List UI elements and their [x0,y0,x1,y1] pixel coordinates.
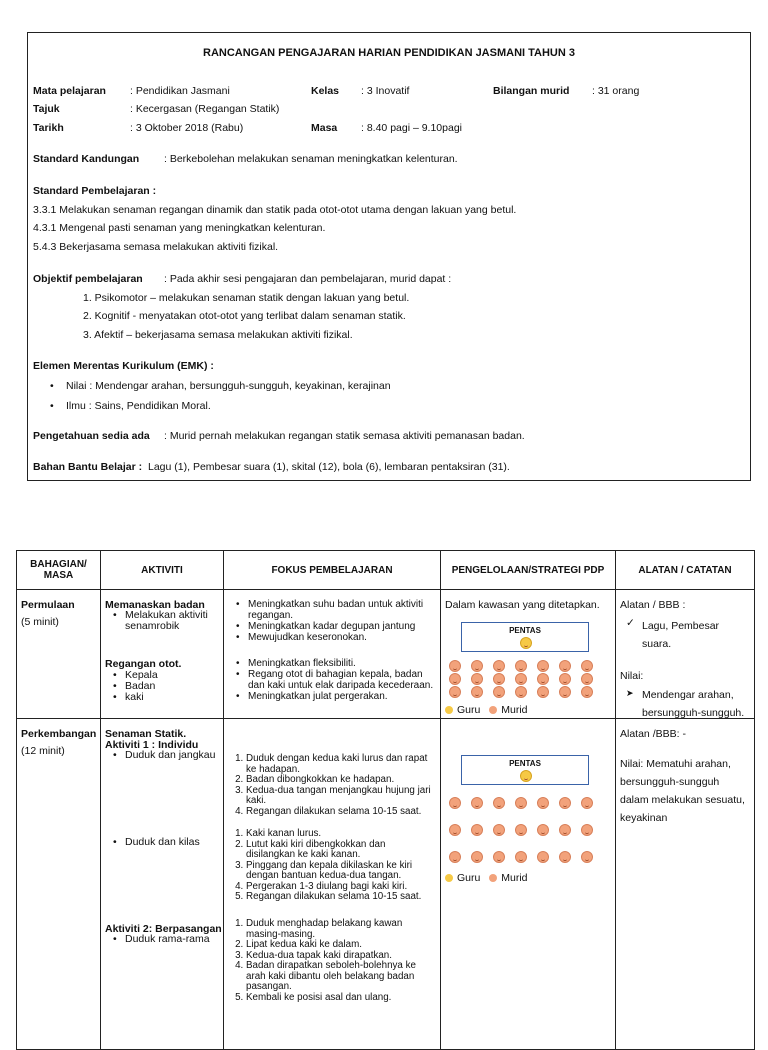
student-icon [493,851,505,863]
teacher-legend-icon [445,706,453,714]
stage-box [461,755,589,785]
stage-box [461,622,589,652]
bilangan-value: : 31 orang [592,85,640,97]
pengetahuan-label: Pengetahuan sedia ada [33,430,150,442]
steps-list [224,754,436,817]
student-icon [515,660,527,672]
mata-value: : Pendidikan Jasmani [130,85,230,97]
student-icon [449,660,461,672]
pengetahuan-value: : Murid pernah melakukan regangan statik semasa aktiviti pemanasan badan. [164,430,525,442]
student-icon [581,851,593,863]
list-item: • Kepala [115,670,158,681]
list-item: • Duduk dan jangkau [115,750,216,761]
list-item: • Meningkatkan fleksibiliti. [238,658,438,669]
standard-pembelajaran-item: 3.3.1 Melakukan senaman regangan dinamik dan statik pada otot-otot utama dengan lakuan yang betul. [33,204,517,216]
header-alatan: ALATAN / CATATAN [616,551,755,590]
list-item: • Melakukan aktiviti senamrobik [115,610,233,632]
student-icon [471,660,483,672]
aktiviti-list [101,934,210,945]
student-icon [559,797,571,809]
student-legend-icon [489,706,497,714]
student-icon [537,797,549,809]
stage-label: PENTAS [509,759,541,768]
student-icon [493,797,505,809]
student-icon [537,673,549,685]
list-item: 4. Pergerakan 1-3 diulang bagi kaki kiri. [246,882,436,893]
emk-bullet: • [50,380,54,392]
formation-diagram [441,590,615,718]
list-item: • Badan [115,681,158,692]
aktiviti-list [101,610,233,632]
masa-label: (5 minit) [21,616,59,628]
list-item: 1. Kaki kanan lurus. [246,829,436,840]
student-icon [449,686,461,698]
student-icon [537,851,549,863]
nilai-text: Nilai: Mematuhi arahan, bersungguh-sungguh dalam melakukan sesuatu, keyakinan [620,758,745,824]
emk-bullet: • [50,400,54,412]
student-icon [471,824,483,836]
student-icon [493,686,505,698]
legend-murid: Murid [501,704,528,716]
standard-kandungan-value: : Berkebolehan melakukan senaman meningkatkan kelenturan. [164,153,458,165]
list-item: 3. Kedua-dua tangan menjangkau hujung jari kaki. [246,786,436,807]
lesson-plan-header [27,32,751,481]
arrow-bullet-icon: ➤ [626,688,634,698]
student-icon [559,824,571,836]
list-item: 4. Regangan dilakukan selama 10-15 saat. [246,807,436,818]
tajuk-value: : Kecergasan (Regangan Statik) [130,103,280,115]
teacher-legend-icon [445,874,453,882]
steps-list [224,919,436,1003]
list-item: 3. Kedua-dua tapak kaki dirapatkan. [246,951,436,962]
legend [445,872,528,884]
lesson-activity-table [16,550,755,1050]
alatan-label: Alatan / BBB : [620,599,686,611]
table-row [17,590,755,719]
masa-label: (12 minit) [21,745,65,757]
aktiviti-list [101,670,158,703]
bahagian-label: Permulaan [21,599,75,611]
kelas-label: Kelas [311,85,340,97]
list-item: 5. Regangan dilakukan selama 10-15 saat. [246,892,436,903]
student-icon [515,673,527,685]
bahagian-label: Perkembangan [21,728,97,740]
masa-label: Masa [311,122,338,134]
aktiviti-title: Senaman Statik. [105,728,187,740]
student-icon [493,824,505,836]
bahan-value: Lagu (1), Pembesar suara (1), skital (12), bola (6), lembaran pentaksiran (31). [148,461,510,473]
objektif-item: 1. Psikomotor – melakukan senaman statik dengan lakuan yang betul. [83,292,410,304]
document-title: RANCANGAN PENGAJARAN HARIAN PENDIDIKAN JASMANI TAHUN 3 [203,47,575,59]
list-item: 5. Kembali ke posisi asal dan ulang. [246,993,436,1004]
student-icon [581,686,593,698]
student-icon [449,673,461,685]
student-icon [537,824,549,836]
student-icon [493,673,505,685]
bahan-label: Bahan Bantu Belajar : [33,461,143,473]
nilai-item: Mendengar arahan, bersungguh-sungguh. [642,689,745,719]
emk-item: Ilmu : Sains, Pendidikan Moral. [66,400,211,412]
list-item: • Meningkatkan kadar degupan jantung [238,621,438,632]
aktiviti-title: Aktiviti 2: Berpasangan [105,923,222,935]
list-item: • kaki [115,692,158,703]
list-item: • Meningkatkan suhu badan untuk aktiviti regangan. [238,599,438,621]
legend-murid: Murid [501,872,528,884]
nilai-label: Nilai: [620,670,644,682]
bilangan-label: Bilangan murid [493,85,570,97]
list-item: 1. Duduk dengan kedua kaki lurus dan rapat ke hadapan. [246,754,436,775]
student-icon [449,797,461,809]
formation-diagram [441,719,615,1049]
objektif-item: 3. Afektif – bekerjasama semasa melakukan aktiviti fizikal. [83,329,353,341]
aktiviti-list [101,837,200,848]
aktiviti-title: Aktiviti 1 : Individu [105,739,199,751]
list-item: 1. Duduk menghadap belakang kawan masing-masing. [246,919,436,940]
legend [445,704,528,716]
student-icon [581,797,593,809]
list-item: 2. Badan dibongkokkan ke hadapan. [246,775,436,786]
standard-pembelajaran-item: 4.3.1 Mengenal pasti senaman yang meningkatkan kelenturan. [33,222,326,234]
standard-kandungan-label: Standard Kandungan [33,153,140,165]
list-item: • Regang otot di bahagian kepala, badan dan kaki untuk elak daripada kecederaan. [238,669,438,691]
student-icon [537,660,549,672]
list-item: • Mewujudkan keseronokan. [238,632,438,643]
student-icon [581,824,593,836]
list-item: • Meningkatkan julat pergerakan. [238,691,438,702]
student-icon [559,851,571,863]
list-item: 3. Pinggang dan kepala dikilaskan ke kiri dengan bantuan kedua-dua tangan. [246,861,436,882]
student-icon [449,851,461,863]
emk-item: Nilai : Mendengar arahan, bersungguh-sungguh, keyakinan, kerajinan [66,380,391,392]
student-icon [515,851,527,863]
kelas-value: : 3 Inovatif [361,85,410,97]
student-icon [471,673,483,685]
list-item: 4. Badan dirapatkan seboleh-bolehnya ke arah kaki dibantu oleh belakang badan pasangan. [246,961,436,993]
masa-value: : 8.40 pagi – 9.10pagi [361,122,463,134]
student-icon [493,660,505,672]
alatan-text: Alatan /BBB: - [620,728,686,740]
mata-label: Mata pelajaran [33,85,106,97]
student-icon [515,797,527,809]
student-icon [449,824,461,836]
steps-list [224,829,436,903]
objektif-intro: : Pada akhir sesi pengajaran dan pembelajaran, murid dapat : [164,273,452,285]
fokus-list [224,599,438,643]
header-aktiviti: AKTIVITI [101,551,224,590]
teacher-icon [520,637,532,649]
header-bahagian: BAHAGIAN/ MASA [17,551,101,590]
student-icon [471,686,483,698]
student-icon [559,673,571,685]
aktiviti-title: Memanaskan badan [105,599,205,611]
list-item: 2. Lipat kedua kaki ke dalam. [246,940,436,951]
header-fokus: FOKUS PEMBELAJARAN [224,551,441,590]
student-icon [471,851,483,863]
legend-guru: Guru [457,704,481,716]
table-row [17,719,755,1050]
aktiviti-title: Regangan otot. [105,658,182,670]
student-icon [537,686,549,698]
objektif-item: 2. Kognitif - menyatakan otot-otot yang terlibat dalam senaman statik. [83,310,406,322]
standard-pembelajaran-label: Standard Pembelajaran : [33,185,157,197]
check-icon: ✓ [626,617,635,629]
aktiviti-list [101,750,216,761]
standard-pembelajaran-item: 5.4.3 Bekerjasama semasa melakukan aktiviti fizikal. [33,241,279,253]
stage-label: PENTAS [509,626,541,635]
student-icon [559,660,571,672]
list-item: • Duduk dan kilas [115,837,200,848]
strategi-text: Dalam kawasan yang ditetapkan. [445,599,600,611]
emk-label: Elemen Merentas Kurikulum (EMK) : [33,360,214,372]
table-header-row [17,551,755,590]
list-item: 2. Lutut kaki kiri dibengkokkan dan disilangkan ke kaki kanan. [246,840,436,861]
student-icon [515,686,527,698]
fokus-list [224,658,438,702]
tarikh-value: : 3 Oktober 2018 (Rabu) [130,122,244,134]
student-icon [471,797,483,809]
header-strategi: PENGELOLAAN/STRATEGI PDP [441,551,616,590]
teacher-icon [520,770,532,782]
student-icon [515,824,527,836]
alatan-item: Lagu, Pembesar suara. [642,620,720,650]
legend-guru: Guru [457,872,481,884]
objektif-label: Objektif pembelajaran [33,273,143,285]
student-icon [581,673,593,685]
tarikh-label: Tarikh [33,122,64,134]
student-icon [559,686,571,698]
student-icon [581,660,593,672]
list-item: • Duduk rama-rama [115,934,210,945]
student-legend-icon [489,874,497,882]
tajuk-label: Tajuk [33,103,60,115]
